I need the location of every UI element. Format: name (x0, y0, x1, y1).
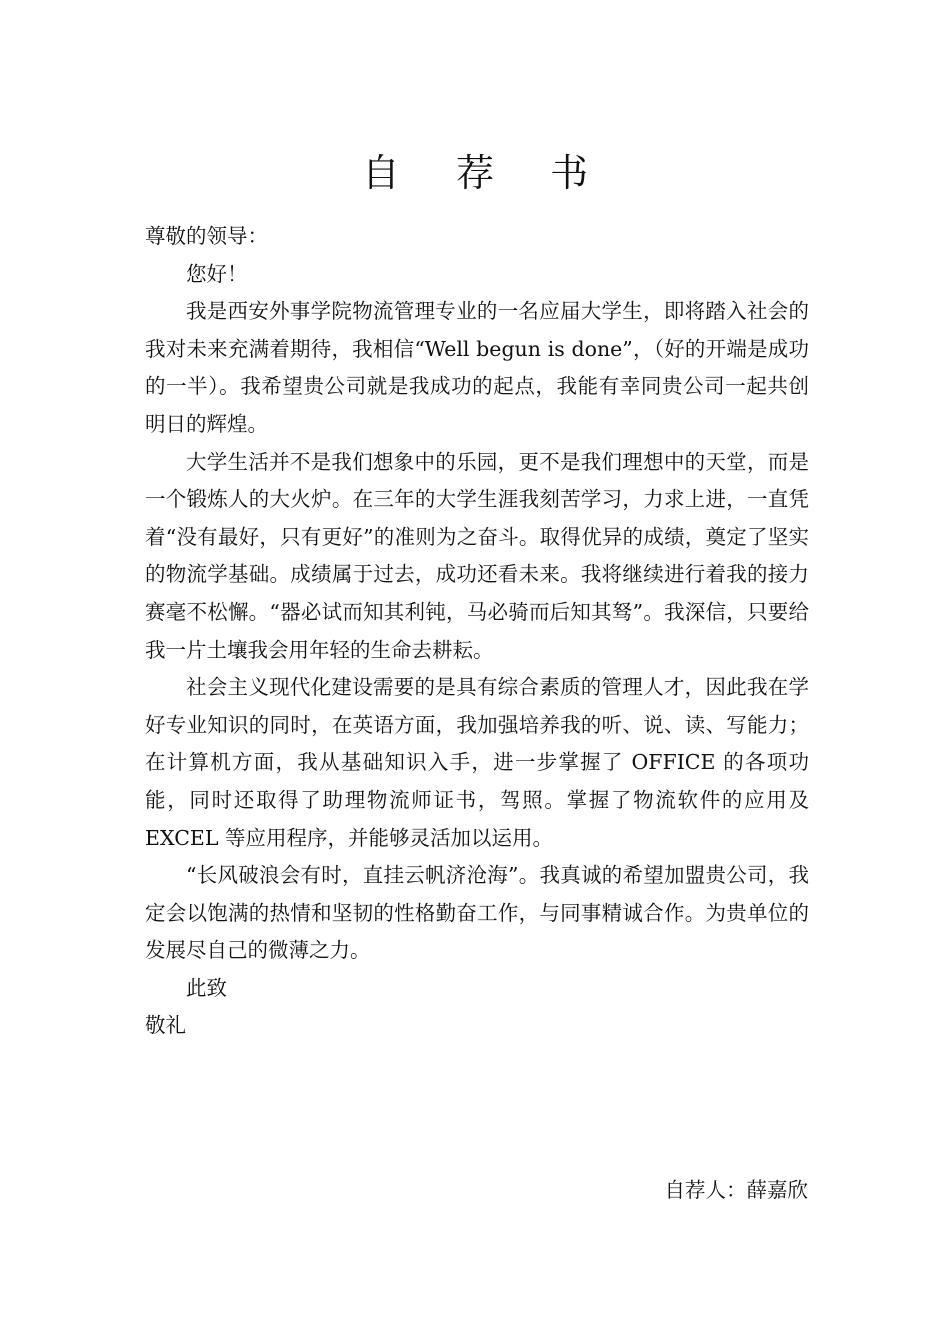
closing-regards: 此致 (186, 975, 227, 1000)
paragraph-skills: 社会主义现代化建设需要的是具有综合素质的管理人才，因此我在学好专业知识的同时，在英语方面，我加强培养我的听、说、读、写能力；在计算机方面，我从基础知识入手，进一步掌握了 OFFICE 的各项功能，同时还取得了助理物流师证书，驾照。掌握了物流软件的应用及 EXCEL 等应用程序，并能够灵活加以运用。 (145, 675, 809, 850)
paragraph-conclusion: “长风破浪会有时，直挂云帆济沧海”。我真诚的希望加盟贵公司，我定会以饱满的热情和坚韧的性格勤奋工作，与同事精诚合作。为贵单位的发展尽自己的微薄之力。 (145, 863, 809, 963)
paragraph-study: 大学生活并不是我们想象中的乐园，更不是我们理想中的天堂，而是一个锻炼人的大火炉。在三年的大学生涯我刻苦学习，力求上进，一直凭着“没有最好，只有更好”的准则为之奋斗。取得优异的成绩，奠定了坚实的物流学基础。成绩属于过去，成功还看未来。我将继续进行着我的接力赛毫不松懈。“器必试而知其利钝，马必骑而后知其驽”。我深信，只要给我一片土壤我会用年轻的生命去耕耘。 (145, 449, 809, 662)
salutation: 尊敬的领导： (145, 224, 268, 248)
closing-salute: 敬礼 (145, 1013, 186, 1038)
document-title: 自 荐 书 (361, 151, 611, 195)
letter-body (145, 218, 809, 1045)
paragraph-intro: 我是西安外事学院物流管理专业的一名应届大学生，即将踏入社会的我对未来充满着期待，我相信“Well begun is done”，（好的开端是成功的一半）。我希望贵公司就是我成功的起点，我能有幸同贵公司一起共创明日的辉煌。 (145, 299, 809, 436)
greeting: 您好！ (186, 261, 248, 286)
signature: 自荐人：薛嘉欣 (664, 1178, 808, 1202)
